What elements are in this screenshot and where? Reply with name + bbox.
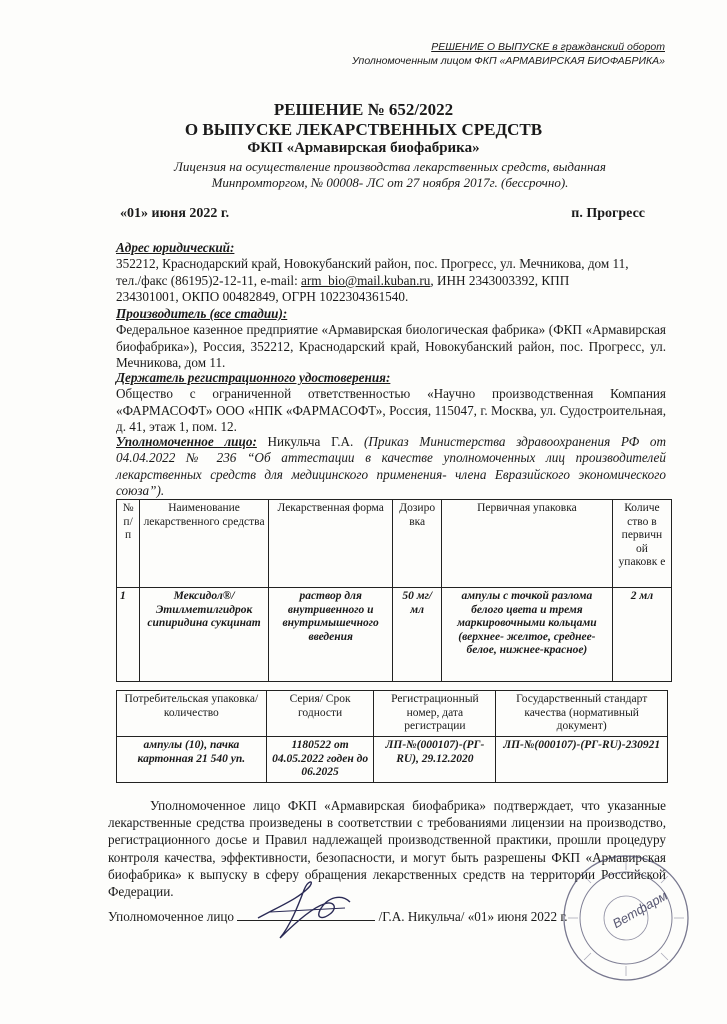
decision-title: О ВЫПУСКЕ ЛЕКАРСТВЕННЫХ СРЕДСТВ: [184, 120, 543, 139]
document-date: «01» июня 2022 г.: [120, 206, 230, 221]
col-series-header: Серия/ Срок годности: [266, 691, 374, 737]
product-table: [116, 499, 672, 682]
row-series: 1180522 от 04.05.2022 годен до 06.2025: [266, 737, 374, 783]
holder-text: Общество с ограниченной ответственностью «Научно производственная Компания «ФАРМАСОФТ» ООО «НПК «ФАРМАСОФТ», Россия, 115047, г. Москва, ул. Судостроительная, д. 41, этаж 1, пом. 12.: [116, 386, 666, 435]
product-table-header: [117, 500, 672, 588]
qualified-person-section: [116, 434, 666, 500]
license-line1: Лицензия на осуществление производства лекарственных средств, выданная: [174, 159, 606, 174]
organization-name: ФКП «Армавирская биофабрика»: [247, 140, 480, 156]
row-consumer-pack: ампулы (10), пачка картонная 21 540 уп.: [117, 737, 267, 783]
table-row: [117, 588, 672, 682]
row-registration: ЛП-№(000107)-(РГ-RU), 29.12.2020: [374, 737, 496, 783]
col-consumer-pack-header: Потребительская упаковка/количество: [117, 691, 267, 737]
decision-number: РЕШЕНИЕ № 652/2022: [273, 100, 454, 119]
col-registration-header: Регистрационный номер, дата регистрации: [374, 691, 496, 737]
row-drug-name: Мексидол®/ Этилметилгидрок сипиридина сукцинат: [140, 588, 269, 682]
qualified-person-label: Уполномоченное лицо:: [116, 434, 257, 449]
holder-section: [116, 370, 666, 436]
handwritten-signature: [250, 878, 370, 948]
col-standard-header: Государственный стандарт качества (нормативный документ): [496, 691, 668, 737]
holder-label: Держатель регистрационного удостоверения:: [116, 370, 391, 385]
inn-text: , ИНН 2343003392, КПП: [430, 272, 570, 288]
manufacturer-text: Федеральное казенное предприятие «Армавирская биологическая фабрика» (ФКП «Армавирская биофабрика»), Россия, 352212, Краснодарский край, Новокубанский район, пос. Прогресс, ул. Мечникова, дом 11.: [116, 322, 666, 371]
license-line2: Минпромторгом, № 00008- ЛС от 27 ноября 2017г. (бессрочно).: [211, 175, 569, 190]
organization-stamp: [560, 852, 692, 984]
batch-table: [116, 690, 668, 783]
phone-text: тел./факс (86195)2-12-11, e-mail:: [116, 272, 302, 288]
col-number-header: № п/ п: [117, 500, 140, 588]
qualified-person-order: (Приказ Министерства здравоохранения РФ от 04.04.2022 № 236 “Об аттестации в качестве уполномоченных лиц производителей лекарственных средств для медицинского применения- члена Евразийского экономического союза”).: [116, 434, 666, 499]
header-note: [352, 40, 665, 68]
col-quantity-header: Количе ство в первичн ой упаковк е: [612, 500, 671, 588]
legal-address-line3: 234301001, ОКПО 00482849, ОГРН 1022304361540.: [116, 289, 409, 305]
col-name-header: Наименование лекарственного средства: [140, 500, 269, 588]
row-dosage: 50 мг/мл: [393, 588, 442, 682]
confirmation-text: Уполномоченное лицо ФКП «Армавирская биофабрика» подтверждает, что указанные лекарственные средства произведены в соответствии с требованиями лицензии на производство, регистрационного досье и Правил надлежащей производственной практики, прошли процедуру контроля качества, эффективности, безопасности, и могут быть разрешены ФКП «Армавирская биофабрика» к выпуску в сферу обращения лекарственных средств на территории Российской Федерации.: [108, 798, 666, 900]
email-link[interactable]: arm_bio@mail.kuban.ru: [301, 272, 431, 288]
legal-address-line2: [116, 273, 666, 289]
header-note-line2: Уполномоченным лицом ФКП «АРМАВИРСКАЯ БИОФАБРИКА»: [351, 55, 665, 67]
manufacturer-section: [116, 306, 666, 372]
qualified-person-name: Никульча Г.А.: [256, 434, 365, 449]
table-row: [117, 737, 668, 783]
stamp-text: Ветфарм: [609, 887, 670, 932]
row-form: раствор для внутривенного и внутримышечного введения: [268, 588, 393, 682]
col-dosage-header: Дозиро вка: [393, 500, 442, 588]
row-number: 1: [117, 588, 140, 682]
header-note-line1: РЕШЕНИЕ О ВЫПУСКЕ в гражданский оборот: [431, 41, 665, 53]
row-standard: ЛП-№(000107)-(РГ-RU)-230921: [496, 737, 668, 783]
signature-label: Уполномоченное лицо: [108, 909, 235, 924]
license-text: [120, 159, 660, 191]
document-place: п. Прогресс: [571, 206, 645, 221]
manufacturer-label: Производитель (все стадии):: [116, 306, 288, 321]
row-primary-pack: ампулы с точкой разлома белого цвета и тремя маркировочными кольцами (верхнее- желтое, среднее-белое, нижнее-красное): [441, 588, 612, 682]
legal-address-section: [116, 240, 666, 306]
col-form-header: Лекарственная форма: [268, 500, 393, 588]
legal-address-label: Адрес юридический:: [116, 240, 235, 255]
batch-table-header: [117, 691, 668, 737]
legal-address-line1: 352212, Краснодарский край, Новокубанский район, пос. Прогресс, ул. Мечникова, дом 11,: [116, 256, 629, 272]
signature-after: /Г.А. Никульча/ «01» июня 2022 г.: [378, 909, 568, 924]
row-quantity: 2 мл: [612, 588, 671, 682]
col-primary-pack-header: Первичная упаковка: [441, 500, 612, 588]
